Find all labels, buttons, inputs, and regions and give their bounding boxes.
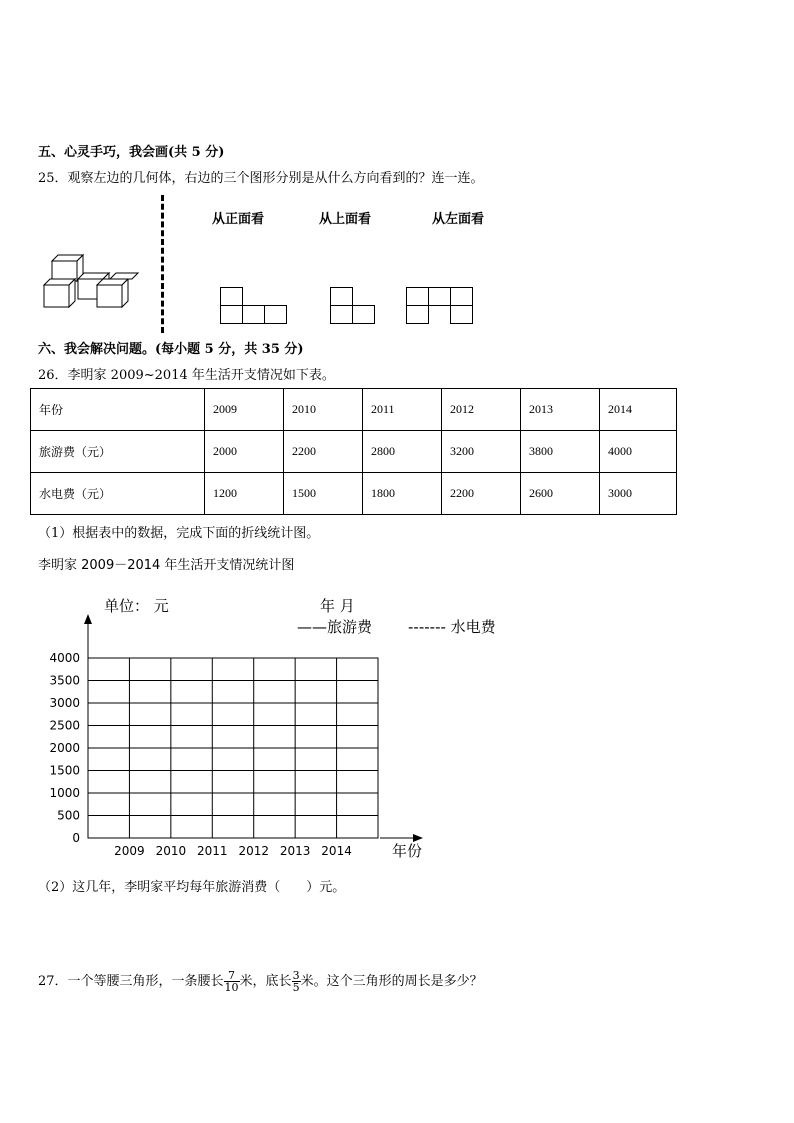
y-tick-label: 4000 (49, 651, 80, 665)
expense-table (30, 388, 677, 515)
q27-text-a: 27．一个等腰三角形，一条腰长 (38, 974, 224, 989)
question-25: 25．观察左边的几何体，右边的三个图形分别是从什么方向看到的？连一连。 (38, 171, 484, 186)
fraction-numerator: 3 (292, 969, 300, 982)
table-cell: 2000 (205, 431, 284, 473)
fraction-denominator: 10 (224, 981, 239, 994)
table-cell: 2009 (205, 389, 284, 431)
legend-utilities: ------- 水电费 (408, 618, 496, 636)
q27-text-c: 米。这个三角形的周长是多少？ (300, 974, 483, 989)
table-cell: 2014 (600, 389, 677, 431)
table-cell: 3000 (600, 473, 677, 515)
y-tick-label: 500 (57, 808, 80, 823)
table-cell: 水电费（元） (31, 473, 205, 515)
question-26-part-1: （1）根据表中的数据，完成下面的折线统计图。 (38, 526, 320, 541)
section-5-title: 五、心灵手巧，我会画(共 5 分) (38, 145, 225, 160)
chart-title: 李明家 2009－2014 年生活开支情况统计图 (38, 558, 295, 573)
cube-solid-figure (40, 250, 144, 312)
y-tick-label: 0 (72, 831, 80, 845)
x-tick-label: 2014 (321, 844, 352, 858)
legend-tourism: ——旅游费 (297, 618, 373, 636)
q27-text-b: 米，底长 (239, 974, 292, 989)
table-cell: 3800 (521, 431, 600, 473)
table-cell: 2200 (284, 431, 363, 473)
table-cell: 2010 (284, 389, 363, 431)
table-cell: 1500 (284, 473, 363, 515)
fraction-base (292, 970, 301, 993)
table-cell: 3200 (442, 431, 521, 473)
view-label-top: 从上面看 (319, 212, 372, 227)
table-row (31, 431, 677, 473)
table-cell: 1800 (363, 473, 442, 515)
y-axis-ticks (49, 651, 80, 845)
fraction-leg (224, 970, 240, 993)
x-axis-label: 年份 (392, 842, 423, 860)
x-tick-label: 2010 (155, 844, 187, 858)
question-27 (38, 970, 483, 993)
table-cell: 2011 (363, 389, 442, 431)
x-tick-label: 2013 (279, 844, 311, 858)
x-tick-label: 2012 (238, 844, 269, 858)
table-cell: 2800 (363, 431, 442, 473)
question-26: 26．李明家 2009~2014 年生活开支情况如下表。 (38, 368, 335, 383)
table-cell: 2200 (442, 473, 521, 515)
table-cell: 2013 (521, 389, 600, 431)
chart-unit-label: 单位： 元 (104, 597, 169, 615)
chart-grid (88, 658, 378, 838)
x-tick-label: 2009 (114, 844, 145, 858)
y-tick-label: 3500 (49, 673, 80, 688)
view-shape-2 (328, 285, 378, 327)
dashed-divider (161, 195, 164, 333)
table-header-row (31, 389, 677, 431)
x-tick-label: 2011 (197, 844, 228, 858)
y-tick-label: 2500 (49, 718, 80, 733)
table-cell: 2600 (521, 473, 600, 515)
fraction-numerator: 7 (224, 970, 240, 982)
table-cell: 年份 (31, 389, 205, 431)
table-row (31, 473, 677, 515)
view-label-front: 从正面看 (212, 212, 265, 227)
x-axis-arrow (413, 834, 423, 842)
y-tick-label: 3000 (49, 696, 80, 710)
view-shape-3 (404, 285, 476, 327)
view-shape-1 (218, 285, 290, 327)
y-tick-label: 1000 (49, 786, 80, 800)
section-6-title: 六、我会解决问题。(每小题 5 分，共 35 分) (38, 342, 304, 357)
y-tick-label: 1500 (49, 763, 80, 778)
table-cell: 1200 (205, 473, 284, 515)
view-label-left: 从左面看 (432, 212, 485, 227)
question-26-part-2: （2）这几年，李明家平均每年旅游消费（ ）元。 (38, 880, 346, 895)
line-chart (0, 580, 560, 870)
table-cell: 4000 (600, 431, 677, 473)
fraction-denominator: 5 (292, 981, 300, 994)
y-axis-arrow (84, 614, 92, 624)
chart-date-label: 年 月 (320, 597, 355, 615)
x-axis-ticks (114, 844, 352, 858)
table-cell: 2012 (442, 389, 521, 431)
table-cell: 旅游费（元） (31, 431, 205, 473)
y-tick-label: 2000 (49, 741, 80, 755)
